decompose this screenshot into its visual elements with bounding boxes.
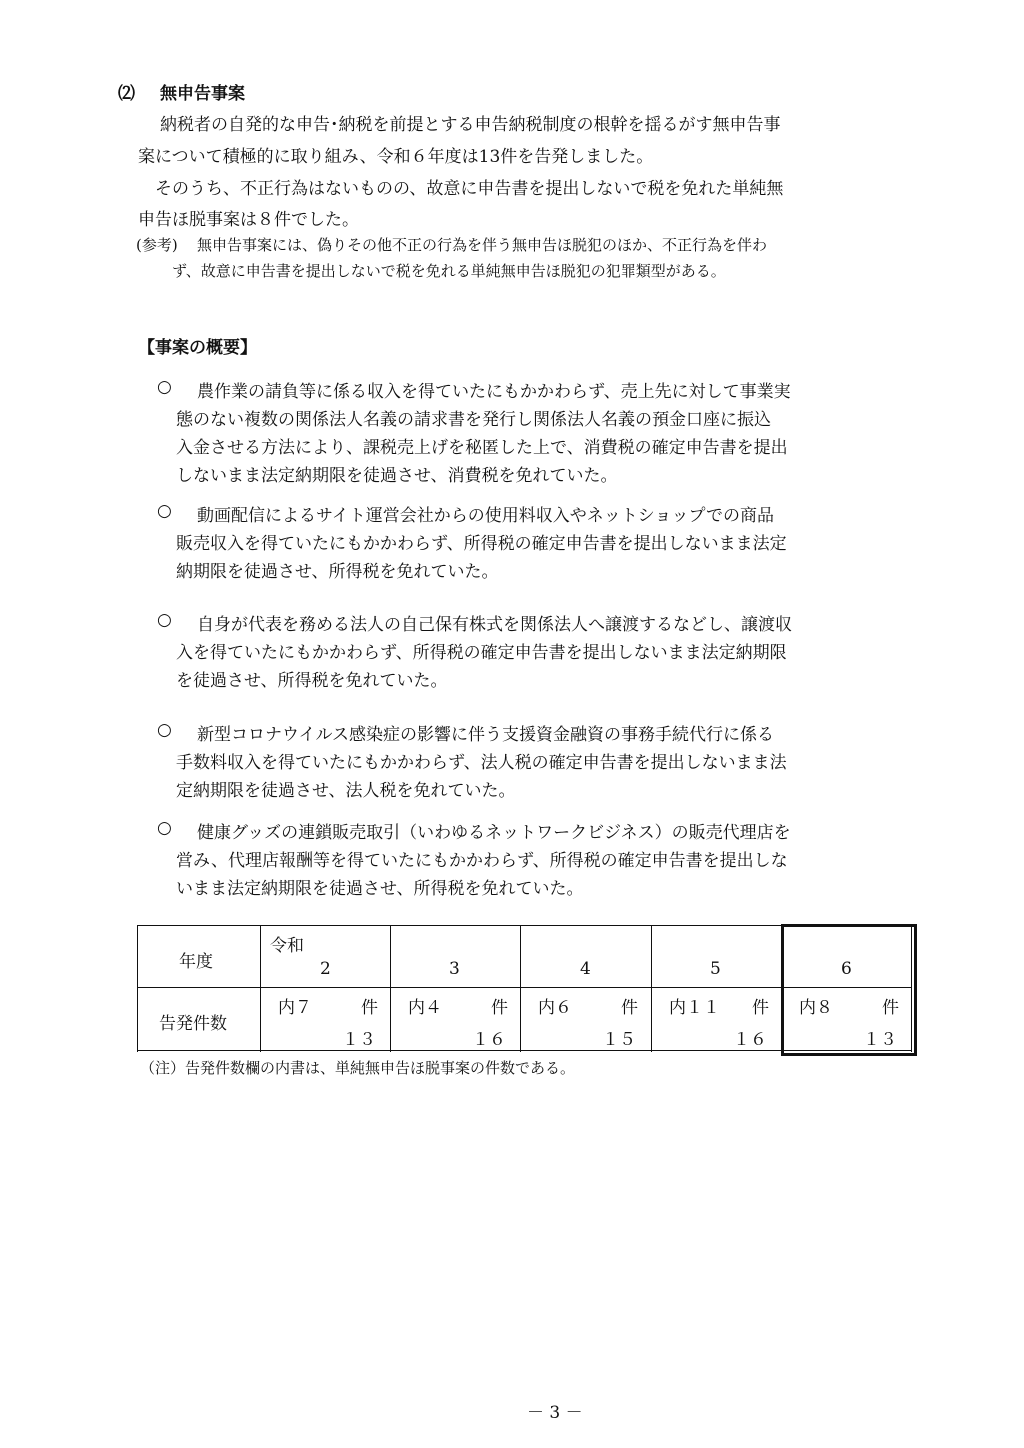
case-line: しないまま法定納期限を徒過させ、消費税を免れていた。 bbox=[176, 466, 618, 486]
total-count: １５ bbox=[602, 1030, 636, 1050]
section-number: ⑵ bbox=[118, 84, 135, 104]
bullet-circle-icon: ○ bbox=[157, 818, 172, 838]
year-header: 年度 bbox=[179, 952, 213, 972]
unit-label: 件 bbox=[361, 998, 378, 1018]
inner-count: 内１１ bbox=[669, 998, 720, 1018]
year-cell: 4 bbox=[580, 959, 591, 979]
table-column-divider bbox=[520, 925, 521, 1052]
reference-line-2: ず、故意に申告書を提出しないで税を免れる単純無申告ほ脱犯の犯罪類型がある。 bbox=[172, 262, 726, 280]
inner-count: 内６ bbox=[538, 998, 572, 1018]
inner-count: 内７ bbox=[278, 998, 312, 1018]
case-line: 新型コロナウイルス感染症の影響に伴う支援資金融資の事務手続代行に係る bbox=[197, 725, 774, 745]
bullet-circle-icon: ○ bbox=[157, 501, 172, 521]
case-line: 納期限を徒過させ、所得税を免れていた。 bbox=[176, 562, 499, 582]
row-label: 告発件数 bbox=[159, 1014, 227, 1034]
era-label: 令和 bbox=[270, 936, 304, 956]
table-border-left bbox=[137, 925, 138, 1052]
year-cell: 6 bbox=[841, 959, 852, 979]
case-line: 自身が代表を務める法人の自己保有株式を関係法人へ譲渡するなどし、譲渡収 bbox=[197, 615, 792, 635]
table-column-divider bbox=[390, 925, 391, 1052]
page-number: － 3 － bbox=[527, 1403, 583, 1423]
reference-line-1: 無申告事案には、偽りその他不正の行為を伴う無申告ほ脱犯のほか、不正行為を伴わ bbox=[197, 236, 768, 254]
case-line: 入金させる方法により、課税売上げを秘匿した上で、消費税の確定申告書を提出 bbox=[176, 438, 788, 458]
case-line: 態のない複数の関係法人名義の請求書を発行し関係法人名義の預金口座に振込 bbox=[176, 410, 771, 430]
year-cell: 3 bbox=[449, 959, 460, 979]
case-line: 手数料収入を得ていたにもかかわらず、法人税の確定申告書を提出しないまま法 bbox=[176, 753, 787, 773]
reference-label: (参考) bbox=[136, 236, 178, 254]
overview-heading: 【事案の概要】 bbox=[138, 338, 257, 358]
total-count: １３ bbox=[342, 1030, 376, 1050]
table-column-divider bbox=[260, 925, 261, 1052]
unit-label: 件 bbox=[491, 998, 508, 1018]
unit-label: 件 bbox=[752, 998, 769, 1018]
case-line: 農作業の請負等に係る収入を得ていたにもかかわらず、売上先に対して事業実 bbox=[197, 382, 791, 402]
case-line: いまま法定納期限を徒過させ、所得税を免れていた。 bbox=[176, 879, 584, 899]
paragraph-1-line-1: 納税者の自発的な申告･納税を前提とする申告納税制度の根幹を揺るがす無申告事 bbox=[160, 115, 781, 135]
paragraph-2-line-1: そのうち、不正行為はないものの、故意に申告書を提出しないで税を免れた単純無 bbox=[155, 179, 784, 199]
table-note: （注）告発件数欄の内書は、単純無申告ほ脱事案の件数である。 bbox=[140, 1059, 576, 1077]
prosecution-count-table bbox=[137, 925, 912, 1052]
case-line: 営み、代理店報酬等を得ていたにもかかわらず、所得税の確定申告書を提出しな bbox=[176, 851, 788, 871]
case-line: 健康グッズの連鎖販売取引（いわゆるネットワークビジネス）の販売代理店を bbox=[197, 823, 791, 843]
case-line: 定納期限を徒過させ、法人税を免れていた。 bbox=[176, 781, 516, 801]
total-count: １３ bbox=[863, 1030, 897, 1050]
case-line: を徒過させ、所得税を免れていた。 bbox=[176, 671, 448, 691]
total-count: １６ bbox=[733, 1030, 767, 1050]
year-cell: 5 bbox=[710, 959, 721, 979]
paragraph-2-line-2: 申告ほ脱事案は８件でした。 bbox=[138, 210, 359, 230]
inner-count: 内４ bbox=[408, 998, 442, 1018]
case-line: 動画配信によるサイト運営会社からの使用料収入やネットショップでの商品 bbox=[197, 506, 774, 526]
paragraph-1-line-2: 案について積極的に取り組み、令和６年度は13件を告発しました。 bbox=[138, 147, 654, 167]
inner-count: 内８ bbox=[799, 998, 833, 1018]
table-column-divider bbox=[651, 925, 652, 1052]
year-cell: 2 bbox=[320, 959, 331, 979]
bullet-circle-icon: ○ bbox=[157, 610, 172, 630]
unit-label: 件 bbox=[882, 998, 899, 1018]
case-line: 販売収入を得ていたにもかかわらず、所得税の確定申告書を提出しないまま法定 bbox=[176, 534, 787, 554]
case-line: 入を得ていたにもかかわらず、所得税の確定申告書を提出しないまま法定納期限 bbox=[176, 643, 787, 663]
bullet-circle-icon: ○ bbox=[157, 377, 172, 397]
unit-label: 件 bbox=[621, 998, 638, 1018]
bullet-circle-icon: ○ bbox=[157, 720, 172, 740]
section-title: 無申告事案 bbox=[160, 84, 245, 104]
total-count: １６ bbox=[472, 1030, 506, 1050]
